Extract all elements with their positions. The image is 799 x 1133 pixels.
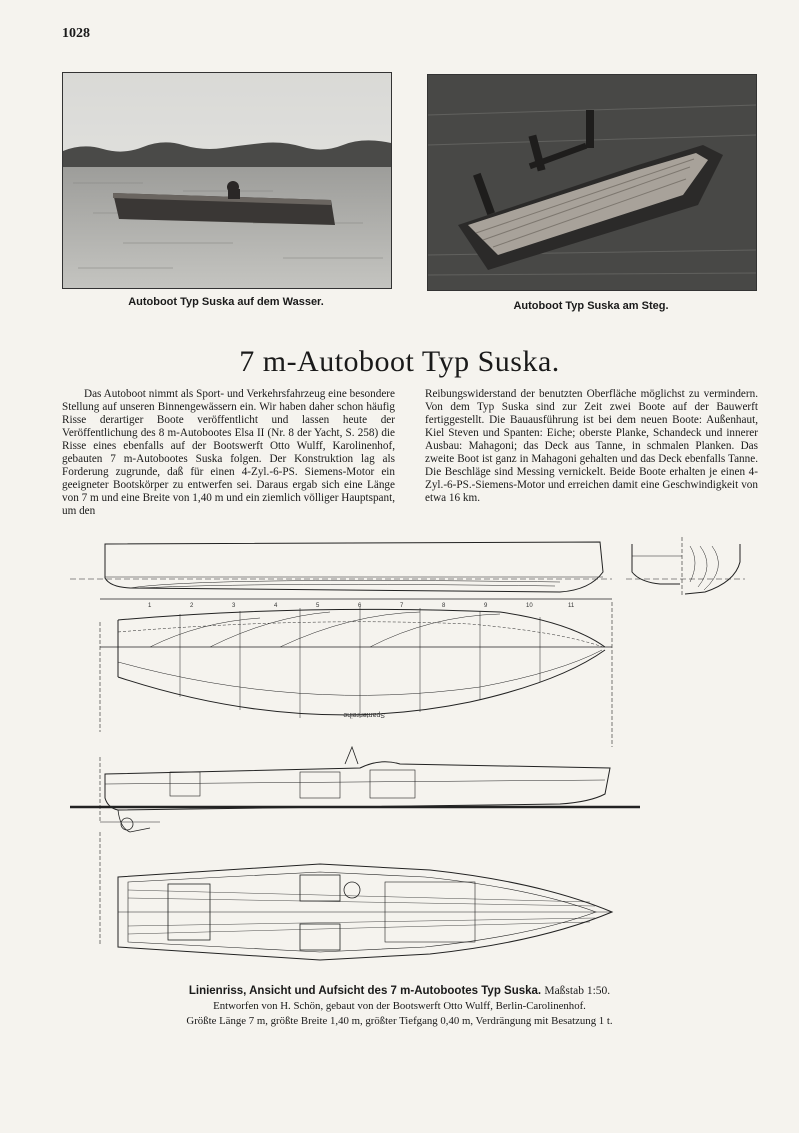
photo-caption-left: Autoboot Typ Suska auf dem Wasser. [128, 296, 324, 308]
station-number: 10 [526, 603, 533, 609]
profile-view [70, 542, 612, 592]
station-number: 6 [358, 603, 362, 609]
article-column-right [425, 388, 758, 505]
drawing-label: Spantenreihe [343, 711, 385, 718]
lines-plan-drawing [0, 532, 799, 972]
photo-boat-at-jetty [427, 74, 757, 291]
figure-caption [0, 985, 799, 1027]
article-title: 7 m-Autoboot Typ Suska. [239, 345, 560, 378]
figure-caption-specs: Größte Länge 7 m, größte Breite 1,40 m, größter Tiefgang 0,40 m, Verdrängung mit Besatzung 1 t. [186, 1015, 613, 1027]
photo-water-image [63, 73, 391, 288]
article-paragraph-left: Das Autoboot nimmt als Sport- und Verkehrsfahrzeug eine besondere Stellung auf unseren Binnengewässern ein. Wir haben daher schon häufig Risse derartiger Boote veröffentlicht und lassen heute der Veröffentlichung des 8 m-Autobootes Elsa II (Nr. 8 der Yacht, S. 258) die Risse eines ebenfalls auf der Bootswerft Otto Wulff, Karolinenhof, gebauten 7 m-Autobootes Suska folgen. Der Konstruktion lag als Forderung zugrunde, daß für einen 4-Zyl.-6-PS. Siemens-Motor ein geeigneter Bootskörper zu entwerfen sei. Daraus ergab sich eine Länge von 7 m und eine Breite von 1,40 m und ein ziemlich völliger Hauptspant, um den [62, 388, 395, 517]
half-breadth-plan [100, 602, 612, 747]
elevation-view [70, 747, 640, 832]
station-number: 3 [232, 603, 236, 609]
figure-caption-scale: Maßstab 1:50. [544, 985, 611, 997]
photo-boat-on-water [62, 72, 392, 289]
photo-jetty-image [428, 75, 756, 290]
figure-caption-title-line [0, 985, 799, 997]
station-numbers [148, 603, 575, 609]
station-number: 11 [568, 603, 575, 609]
station-number: 4 [274, 603, 278, 609]
station-number: 8 [442, 603, 446, 609]
station-number: 1 [148, 603, 152, 609]
body-plan-view [626, 537, 745, 596]
page-number: 1028 [62, 26, 90, 41]
photo-caption-right: Autoboot Typ Suska am Steg. [513, 300, 669, 312]
figure-caption-bold: Linienriss, Ansicht und Aufsicht des 7 m-Autobootes Typ Suska. [188, 985, 542, 997]
station-number: 5 [316, 603, 320, 609]
station-number: 7 [400, 603, 404, 609]
figure-caption-designer: Entworfen von H. Schön, gebaut von der Bootswerft Otto Wulff, Berlin-Carolinenhof. [213, 1000, 586, 1012]
article-column-left [62, 388, 395, 518]
station-number: 9 [484, 603, 488, 609]
station-number: 2 [190, 603, 194, 609]
article-paragraph-right: Reibungswiderstand der benutzten Oberfläche möglichst zu vermindern. Von dem Typ Suska sind zur Zeit zwei Boote auf der Bauwerft fertiggestellt. Die Bauausführung ist bei dem neuen Boote: Außenhaut, Kiel Steven und Spanten: Eiche; oberste Planke, Schandeck und innerer Ausbau: Mahagoni; das Deck aus Tanne, in schmalen Planken. Das zweite Boot ist ganz in Mahagoni gehalten und das Deck ebenfalls Tanne. Die Beschläge sind Messing vernickelt. Beide Boote erhalten je einen 4-Zyl.-6-PS.-Siemens-Motor und erreichen damit eine Geschwindigkeit von etwa 16 km. [425, 388, 758, 504]
deck-plan-view [100, 832, 612, 960]
